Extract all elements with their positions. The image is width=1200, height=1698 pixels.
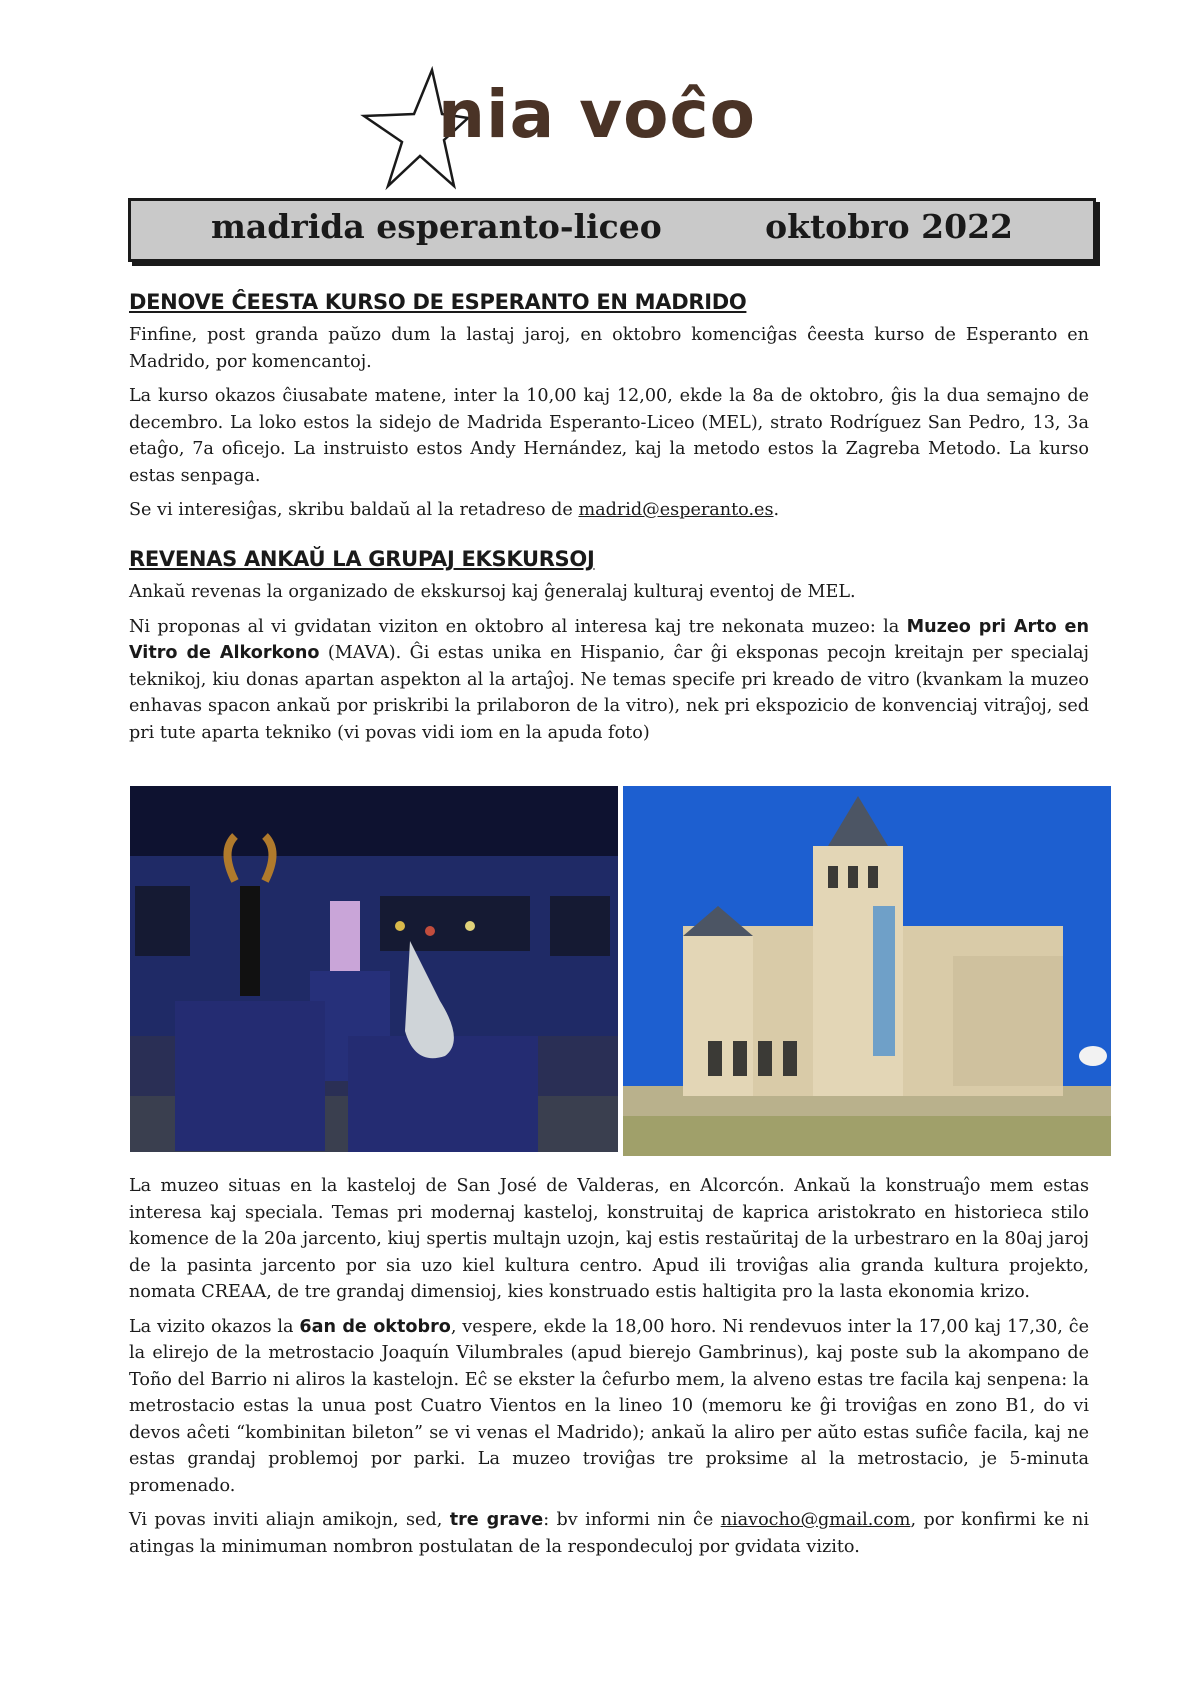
paragraph: La kurso okazos ĉiusabate matene, inter la 10,00 kaj 12,00, ekde la 8a de oktobro, ĝis la dua semajno de decembro. La loko estos la sidejo de Madrida Esperanto-Liceo (MEL), strato Rodríguez San Pedro, 13, 3a etaĝo, 7a oficejo. La instruisto estos Andy Hernández, kaj la metodo estos la Zagreba Metodo. La kurso estas senpaga. <box>129 386 1089 486</box>
paragraph <box>129 497 1089 524</box>
text: (MAVA). Ĝi estas unika en Hispanio, ĉar ĝi eksponas pecojn kreitajn per specialaj teknikoj, kiu donas apartan aspekton al la artaĵoj. Ne temas specife pri kreado de vitro (kvankam la muzeo enhavas spacon ankaŭ por priskribi la prilaboron de la vitro), nek pri ekspozicio de konvenciaj vitraĵoj, sed pri tute aparta tekniko (vi povas vidi iom en la apuda foto) <box>129 643 1090 743</box>
masthead <box>360 66 780 196</box>
article-course <box>129 290 1089 532</box>
museum-interior-photo <box>130 786 618 1152</box>
email-link[interactable]: madrid@esperanto.es <box>578 500 774 520</box>
article-excursions-continued <box>129 1173 1089 1568</box>
text: Vi povas inviti aliajn amikojn, sed, <box>129 1510 450 1530</box>
text: , por konfirmi ke ni atingas la minimuman nombron postulatan de la respondeculoj por gvidata vizito. <box>129 1510 1089 1557</box>
text: Ni proponas al vi gvidatan viziton en oktobro al interesa kaj tre nekonata muzeo: la <box>129 616 907 637</box>
paragraph <box>129 1507 1089 1560</box>
newsletter-title: nia voĉo <box>438 76 756 153</box>
email-link[interactable]: niavocho@gmail.com <box>720 1510 911 1530</box>
paragraph: Ankaŭ revenas la organizado de ekskursoj kaj ĝeneralaj kulturaj eventoj de MEL. <box>129 582 856 602</box>
paragraph: La muzeo situas en la kasteloj de San José de Valderas, en Alcorcón. Ankaŭ la konstruaĵo mem estas interesa kaj speciala. Temas pri modernaj kasteloj, konstruitaj de kaprica aristokrato en historieca stilo komence de la 20a jarcento, kiuj spertis multajn uzojn, kaj estis restaŭritaj de la urbestraro en la 80aj jaroj de la pasinta jarcento por sia uzo kiel kultura centro. Apud ili troviĝas alia granda kultura projekto, nomata CREAA, de tre grandaj dimensioj, kies konstruado estis haltigita pro la lasta ekonomia krizo. <box>129 1176 1089 1302</box>
article-heading: REVENAS ANKAŬ LA GRUPAJ EKSKURSOJ <box>129 547 595 571</box>
paragraph <box>129 614 1089 747</box>
paragraph: Finfine, post granda paŭzo dum la lastaj jaroj, en oktobro komenciĝas ĉeesta kurso de Esperanto en Madrido, por komencantoj. <box>129 325 1089 372</box>
article-heading: DENOVE ĈEESTA KURSO DE ESPERANTO EN MADRIDO <box>129 290 747 314</box>
text: , vespere, ekde la 18,00 horo. Ni rendevuos inter la 17,00 kaj 17,30, ĉe la elirejo de la metrostacio Joaquín Vilumbrales (apud bierejo Gambrinus), kaj poste sub la akompano de Toño del Barrio ni aliros la kastelojn. Eĉ se ekster la ĉefurbo mem, la alveno estas tre facila kaj senpena: la metrostacio estas la unua post Cuatro Vientos en la lineo 10 (memoru ke ĝi troviĝas en zono B1, do vi devos aĉeti “kombinitan bileton” se vi venas el Madrido); ankaŭ la aliro per aŭto estas sufiĉe facila, kaj ne estas grandaj problemoj por parki. La muzeo troviĝas tre proksime al la metrostacio, je 5-minuta promenado. <box>129 1316 1089 1496</box>
castle-photo <box>623 786 1111 1156</box>
museum-name: Muzeo pri Arto en Vitro de Alkorkono <box>129 616 1090 663</box>
issue-date: oktobro 2022 <box>765 207 1013 246</box>
paragraph <box>129 1314 1089 1500</box>
text: : bv informi nin ĉe <box>543 1510 721 1530</box>
emphasis: tre grave <box>449 1510 544 1530</box>
visit-date: 6an de oktobro <box>299 1316 451 1337</box>
header-bar <box>128 198 1096 262</box>
article-excursions <box>129 547 1089 754</box>
text: La vizito okazos la <box>129 1316 300 1337</box>
text: Se vi interesiĝas, skribu baldaŭ al la retadreso de <box>129 500 579 520</box>
organization-name: madrida esperanto-liceo <box>211 207 662 246</box>
text: . <box>773 500 780 520</box>
